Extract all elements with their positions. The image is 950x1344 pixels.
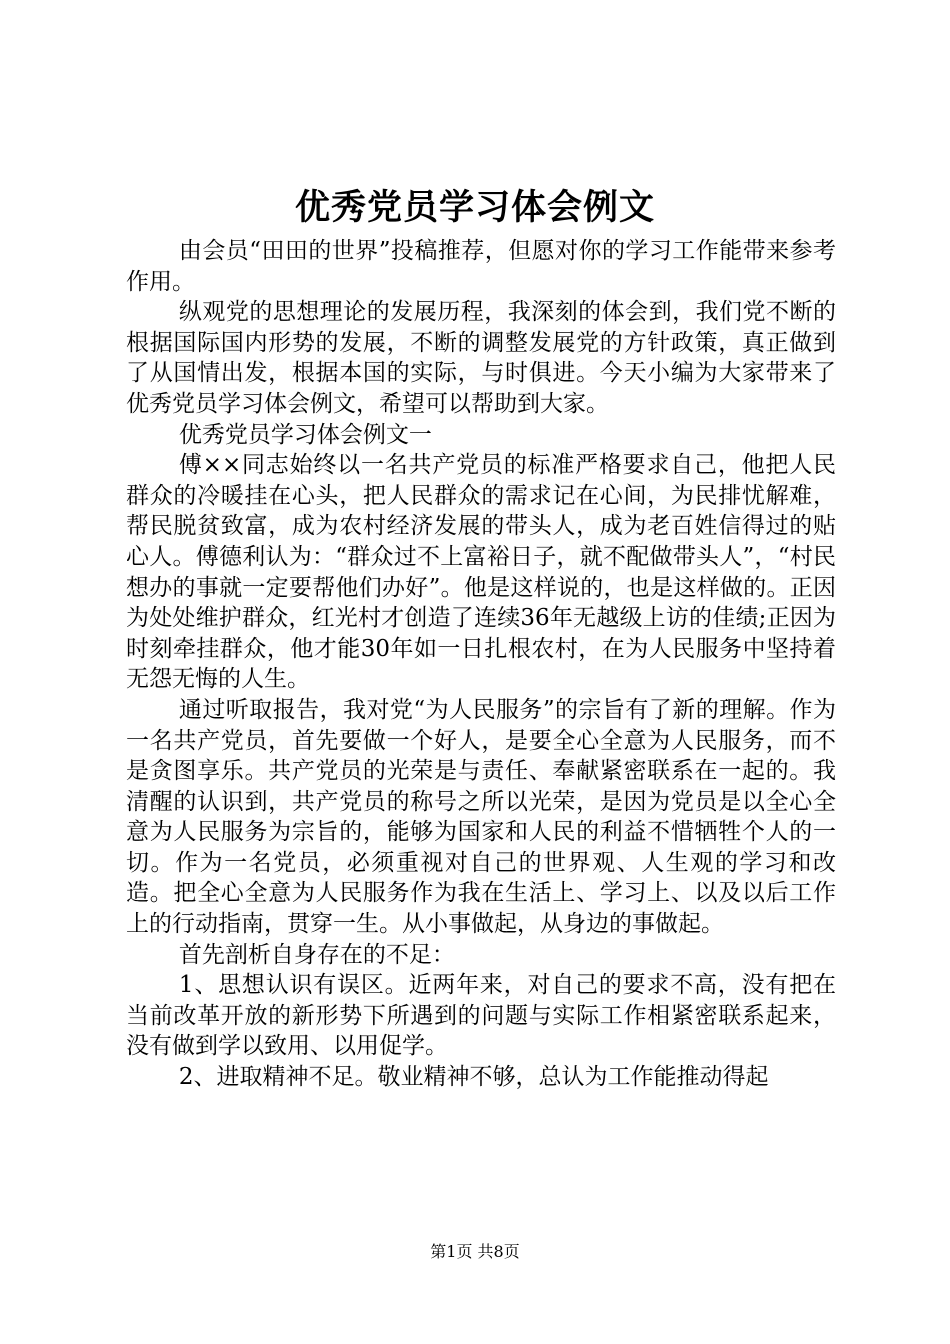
example-paragraph: 傅××同志始终以一名共产党员的标准严格要求自己，他把人民群众的冷暖挂在心头，把人民群众的需求记在心间，为民排忧解难，帮民脱贫致富，成为农村经济发展的带头人，成为老百姓信得过的贴心人。傅德利认为：“群众过不上富裕日子，就不配做带头人”，“村民想办的事就一定要帮他们办好”。他是这样说的，也是这样做的。正因为处处维护群众，红光村才创造了连续36年无越级上访的佳绩;正因为时刻牵挂群众，他才能30年如一日扎根农村，在为人民服务中坚持着无怨无悔的人生。 [126,452,836,693]
section-heading: 优秀党员学习体会例文一 [178,421,432,448]
intro-paragraph: 由会员“田田的世界”投稿推荐，但愿对你的学习工作能带来参考作用。 [126,238,836,295]
shortcoming-item-1: 1、思想认识有误区。近两年来，对自己的要求不高，没有把在当前改革开放的新形势下所遇到的问题与实际工作相紧密联系起来，没有做到学以致用、以用促学。 [126,972,836,1060]
reflection-paragraph: 通过听取报告，我对党“为人民服务”的宗旨有了新的理解。作为一名共产党员，首先要做一个好人，是要全心全意为人民服务，而不是贪图享乐。共产党员的光荣是与责任、奉献紧密联系在一起的。我清醒的认识到，共产党员的称号之所以光荣，是因为党员是以全心全意为人民服务为宗旨的，能够为国家和人民的利益不惜牺牲个人的一切。作为一名党员，必须重视对自己的世界观、人生观的学习和改造。把全心全意为人民服务作为我在生活上、学习上、以及以后工作上的行动指南，贯穿一生。从小事做起，从身边的事做起。 [126,696,836,938]
shortcomings-heading: 首先剖析自身存在的不足： [178,941,455,968]
shortcoming-item-2: 2、进取精神不足。敬业精神不够，总认为工作能推动得起 [178,1064,769,1091]
page-footer: 第1页 共8页 [430,1242,520,1261]
document-title: 优秀党员学习体会例文 [294,188,655,228]
document-body [126,236,836,1093]
overview-paragraph: 纵观党的思想理论的发展历程，我深刻的体会到，我们党不断的根据国际国内形势的发展，不断的调整发展党的方针政策，真正做到了从国情出发，根据本国的实际，与时俱进。今天小编为大家带来了优秀党员学习体会例文，希望可以帮助到大家。 [126,299,836,417]
